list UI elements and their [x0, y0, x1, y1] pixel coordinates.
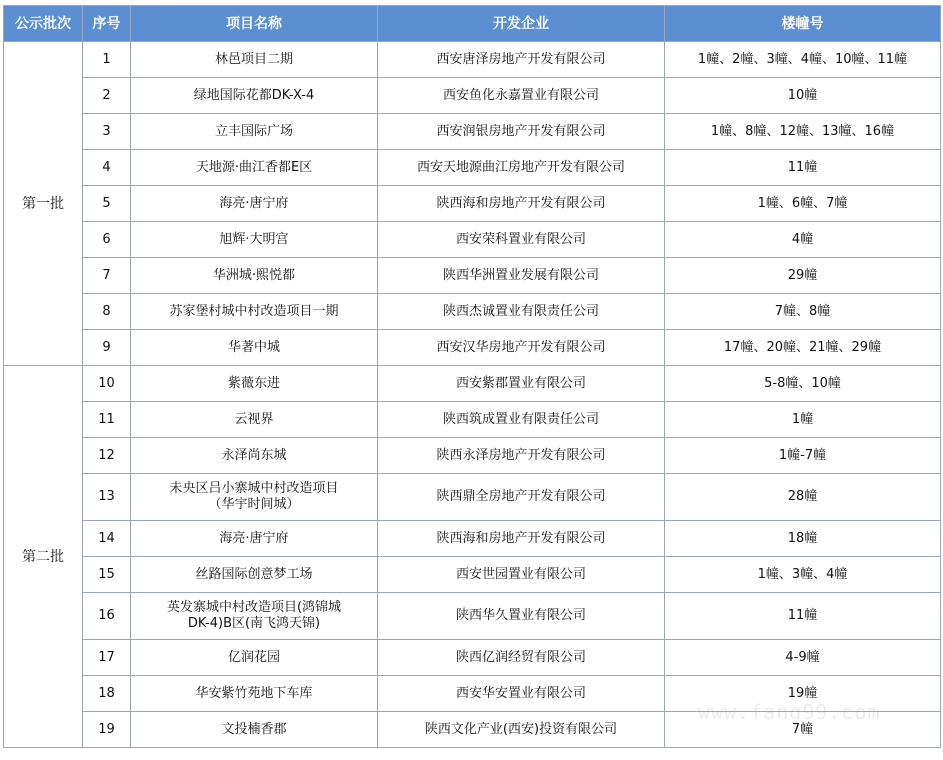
table-row	[4, 438, 941, 474]
table-row	[4, 294, 941, 330]
row-project: 丝路国际创意梦工场	[131, 557, 378, 593]
table-row	[4, 593, 941, 640]
row-company: 西安润银房地产开发有限公司	[378, 114, 665, 150]
table-row	[4, 676, 941, 712]
row-project: 紫薇东进	[131, 366, 378, 402]
row-buildings: 1幢、2幢、3幢、4幢、10幢、11幢	[665, 42, 941, 78]
row-no: 12	[83, 438, 131, 474]
row-project: 海亮·唐宁府	[131, 186, 378, 222]
row-buildings: 1幢、3幢、4幢	[665, 557, 941, 593]
row-company: 陕西海和房地产开发有限公司	[378, 186, 665, 222]
row-project: 华洲城·熙悦都	[131, 258, 378, 294]
table-row	[4, 186, 941, 222]
table-row	[4, 114, 941, 150]
row-no: 19	[83, 712, 131, 748]
row-project: 文投楠香郡	[131, 712, 378, 748]
row-buildings: 18幢	[665, 521, 941, 557]
row-buildings: 4-9幢	[665, 640, 941, 676]
row-project: 海亮·唐宁府	[131, 521, 378, 557]
row-company: 陕西鼎全房地产开发有限公司	[378, 474, 665, 521]
row-no: 2	[83, 78, 131, 114]
row-buildings: 7幢	[665, 712, 941, 748]
row-company: 西安世园置业有限公司	[378, 557, 665, 593]
table-row	[4, 78, 941, 114]
table-row	[4, 258, 941, 294]
watermark: www.fang99.com	[698, 700, 881, 724]
header-company: 开发企业	[378, 6, 665, 42]
row-no: 3	[83, 114, 131, 150]
row-company: 陕西海和房地产开发有限公司	[378, 521, 665, 557]
row-company: 陕西永泽房地产开发有限公司	[378, 438, 665, 474]
row-no: 6	[83, 222, 131, 258]
row-project: 天地源·曲江香都E区	[131, 150, 378, 186]
row-no: 13	[83, 474, 131, 521]
row-no: 15	[83, 557, 131, 593]
housing-table	[3, 5, 941, 748]
table-row	[4, 222, 941, 258]
row-project-line1: 未央区吕小寨城中村改造项目	[169, 481, 339, 496]
row-no: 18	[83, 676, 131, 712]
batch-cell-second: 第二批	[4, 366, 83, 748]
row-buildings: 1幢	[665, 402, 941, 438]
row-project: 苏家堡村城中村改造项目一期	[131, 294, 378, 330]
row-buildings: 5-8幢、10幢	[665, 366, 941, 402]
row-project-line2: （华宇时间城）	[208, 497, 300, 512]
table-row	[4, 150, 941, 186]
row-buildings: 28幢	[665, 474, 941, 521]
row-project: 旭辉·大明宫	[131, 222, 378, 258]
row-buildings: 19幢	[665, 676, 941, 712]
row-company: 西安紫郡置业有限公司	[378, 366, 665, 402]
row-project: 亿润花园	[131, 640, 378, 676]
row-company: 西安唐泽房地产开发有限公司	[378, 42, 665, 78]
row-no: 8	[83, 294, 131, 330]
row-company: 西安汉华房地产开发有限公司	[378, 330, 665, 366]
row-no: 14	[83, 521, 131, 557]
table-row	[4, 330, 941, 366]
row-company: 陕西华洲置业发展有限公司	[378, 258, 665, 294]
row-company: 陕西杰诚置业有限责任公司	[378, 294, 665, 330]
row-no: 4	[83, 150, 131, 186]
batch-cell-first: 第一批	[4, 42, 83, 366]
row-no: 17	[83, 640, 131, 676]
row-buildings: 4幢	[665, 222, 941, 258]
row-no: 5	[83, 186, 131, 222]
table-row	[4, 366, 941, 402]
table-row	[4, 474, 941, 521]
row-buildings: 7幢、8幢	[665, 294, 941, 330]
row-buildings: 10幢	[665, 78, 941, 114]
row-project: 华著中城	[131, 330, 378, 366]
row-project: 林邑项目二期	[131, 42, 378, 78]
row-project: 永泽尚东城	[131, 438, 378, 474]
row-company: 西安天地源曲江房地产开发有限公司	[378, 150, 665, 186]
row-project: 云视界	[131, 402, 378, 438]
row-company: 西安荣科置业有限公司	[378, 222, 665, 258]
row-project	[131, 593, 378, 640]
row-no: 10	[83, 366, 131, 402]
row-company: 陕西华久置业有限公司	[378, 593, 665, 640]
table-row	[4, 521, 941, 557]
row-no: 7	[83, 258, 131, 294]
table-row	[4, 640, 941, 676]
header-batch: 公示批次	[4, 6, 83, 42]
table-row	[4, 712, 941, 748]
header-no: 序号	[83, 6, 131, 42]
row-buildings: 29幢	[665, 258, 941, 294]
row-buildings: 1幢、6幢、7幢	[665, 186, 941, 222]
row-project-line1: 英发寨城中村改造项目(鸿锦城	[166, 600, 342, 615]
row-company: 陕西筑成置业有限责任公司	[378, 402, 665, 438]
row-buildings: 11幢	[665, 150, 941, 186]
row-company: 陕西亿润经贸有限公司	[378, 640, 665, 676]
row-project: 绿地国际花都DK-X-4	[131, 78, 378, 114]
row-company: 西安华安置业有限公司	[378, 676, 665, 712]
header-buildings: 楼幢号	[665, 6, 941, 42]
row-buildings: 1幢-7幢	[665, 438, 941, 474]
row-project	[131, 474, 378, 521]
row-no: 9	[83, 330, 131, 366]
table-row	[4, 42, 941, 78]
row-company: 西安鱼化永嘉置业有限公司	[378, 78, 665, 114]
row-buildings: 17幢、20幢、21幢、29幢	[665, 330, 941, 366]
row-no: 16	[83, 593, 131, 640]
row-buildings: 11幢	[665, 593, 941, 640]
row-no: 11	[83, 402, 131, 438]
row-project-line2: DK-4)B区(南飞鸿天锦)	[187, 616, 321, 631]
header-row	[4, 6, 941, 42]
table-row	[4, 557, 941, 593]
header-project: 项目名称	[131, 6, 378, 42]
row-no: 1	[83, 42, 131, 78]
row-project: 华安紫竹苑地下车库	[131, 676, 378, 712]
row-company: 陕西文化产业(西安)投资有限公司	[378, 712, 665, 748]
table-row	[4, 402, 941, 438]
row-project: 立丰国际广场	[131, 114, 378, 150]
row-buildings: 1幢、8幢、12幢、13幢、16幢	[665, 114, 941, 150]
